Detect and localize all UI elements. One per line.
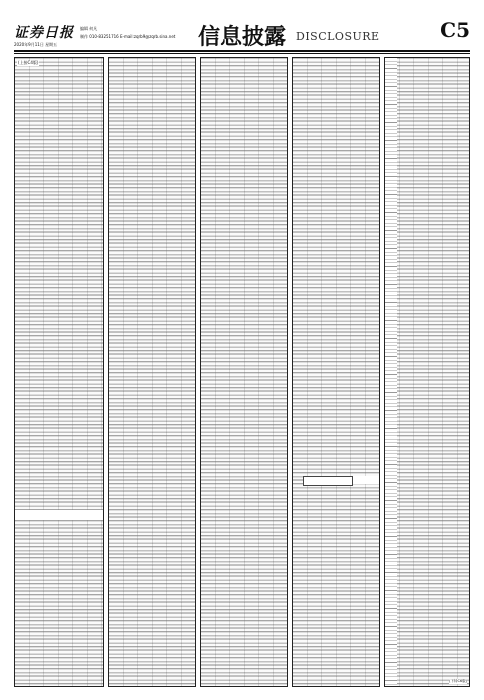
issue-date: 2020年9月11日 星期五 bbox=[14, 42, 58, 47]
header-rule bbox=[14, 50, 470, 52]
table-note-box bbox=[303, 476, 353, 486]
row-index-strip bbox=[385, 58, 397, 686]
disclosure-tables bbox=[14, 57, 470, 687]
section-break bbox=[15, 510, 103, 520]
page-number: C5 bbox=[440, 18, 470, 42]
masthead bbox=[14, 16, 470, 50]
section-title: 信息披露 bbox=[198, 24, 287, 50]
section-title-english: DISCLOSURE bbox=[296, 30, 380, 43]
editor-info: 编辑 何凡 bbox=[80, 26, 98, 31]
table-column-5 bbox=[384, 57, 470, 687]
continued-to-label: (下转C6版) bbox=[449, 679, 467, 683]
newspaper-logo: 证券日报 bbox=[14, 25, 74, 41]
header-rule-thin bbox=[14, 53, 470, 54]
table-column-3 bbox=[200, 57, 288, 687]
table-column-2 bbox=[108, 57, 196, 687]
contact-info: 制作 010-83251716 E-mail:zqrb9@zqrb.sina.net bbox=[80, 34, 176, 39]
table-column-1 bbox=[14, 57, 104, 687]
continued-from-label: (上接C4版) bbox=[18, 60, 39, 65]
table-column-4 bbox=[292, 57, 380, 687]
table-note-gap bbox=[353, 476, 379, 484]
